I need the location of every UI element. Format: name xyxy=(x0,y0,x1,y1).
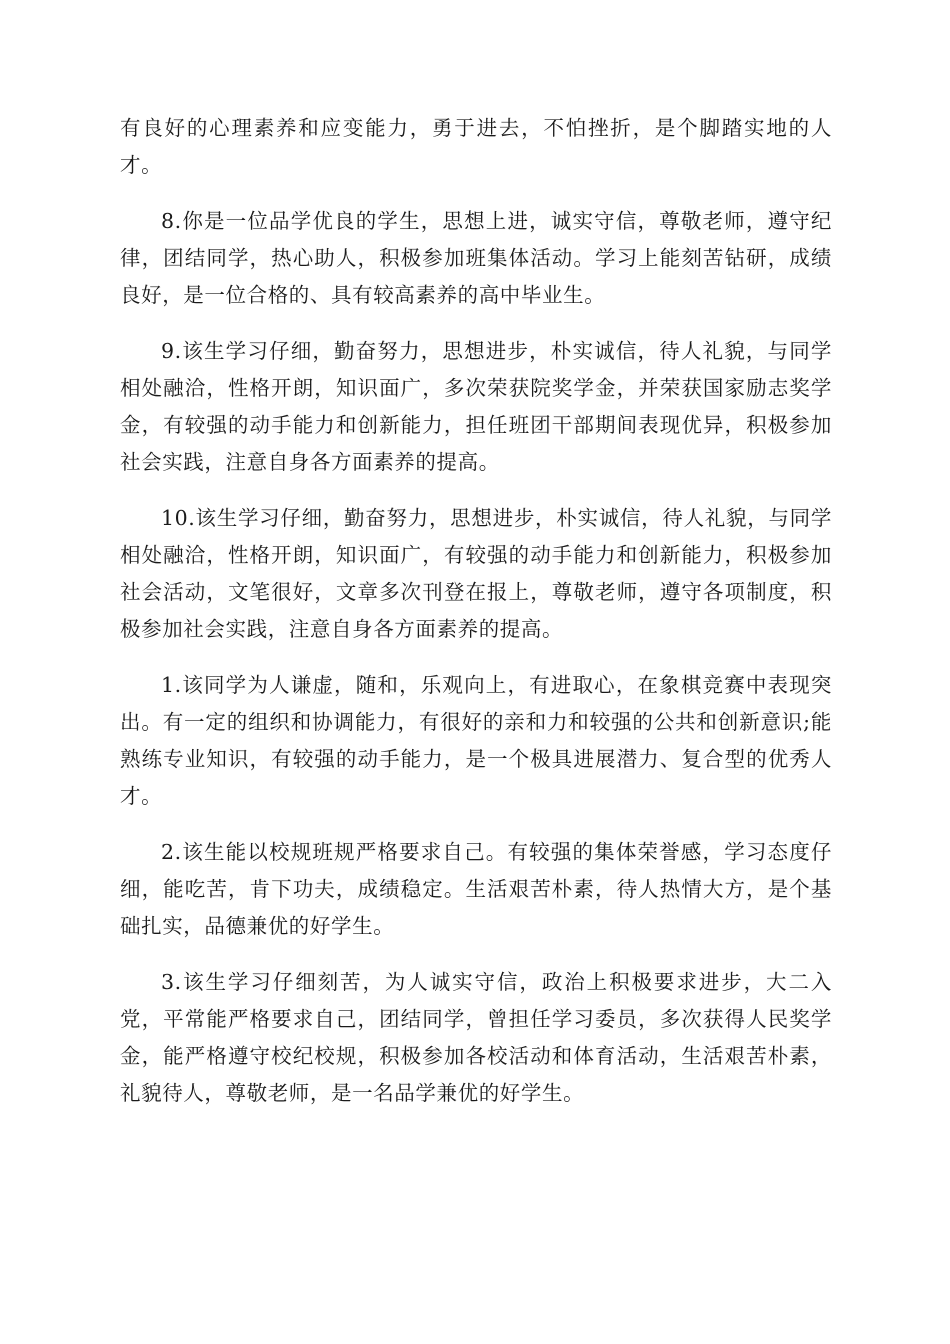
paragraph-item-2: 2.该生能以校规班规严格要求自己。有较强的集体荣誉感，学习态度仔细，能吃苦，肯下功夫，成绩稳定。生活艰苦朴素，待人热情大方，是个基础扎实，品德兼优的好学生。 xyxy=(120,840,832,938)
document-body xyxy=(120,110,832,1112)
paragraph-continued: 有良好的心理素养和应变能力，勇于进去，不怕挫折，是个脚踏实地的人才。 xyxy=(120,116,832,177)
paragraph-item-3: 3.该生学习仔细刻苦，为人诚实守信，政治上积极要求进步，大二入党，平常能严格要求自己，团结同学，曾担任学习委员，多次获得人民奖学金，能严格遵守校纪校规，积极参加各校活动和体育活动，生活艰苦朴素，礼貌待人，尊敬老师，是一名品学兼优的好学生。 xyxy=(120,970,832,1105)
paragraph-item-10: 10.该生学习仔细，勤奋努力，思想进步，朴实诚信，待人礼貌，与同学相处融洽，性格开朗，知识面广，有较强的动手能力和创新能力，积极参加社会活动，文笔很好，文章多次刊登在报上，尊敬老师，遵守各项制度，积极参加社会实践，注意自身各方面素养的提高。 xyxy=(120,506,832,641)
paragraph-item-9: 9.该生学习仔细，勤奋努力，思想进步，朴实诚信，待人礼貌，与同学相处融洽，性格开朗，知识面广，多次荣获院奖学金，并荣获国家励志奖学金，有较强的动手能力和创新能力，担任班团干部期间表现优异，积极参加社会实践，注意自身各方面素养的提高。 xyxy=(120,339,832,474)
paragraph-item-1: 1.该同学为人谦虚，随和，乐观向上，有进取心，在象棋竞赛中表现突出。有一定的组织和协调能力，有很好的亲和力和较强的公共和创新意识;能熟练专业知识，有较强的动手能力，是一个极具进展潜力、复合型的优秀人才。 xyxy=(120,673,832,808)
paragraph-item-8: 8.你是一位品学优良的学生，思想上进，诚实守信，尊敬老师，遵守纪律，团结同学，热心助人，积极参加班集体活动。学习上能刻苦钻研，成绩良好，是一位合格的、具有较高素养的高中毕业生。 xyxy=(120,209,832,307)
